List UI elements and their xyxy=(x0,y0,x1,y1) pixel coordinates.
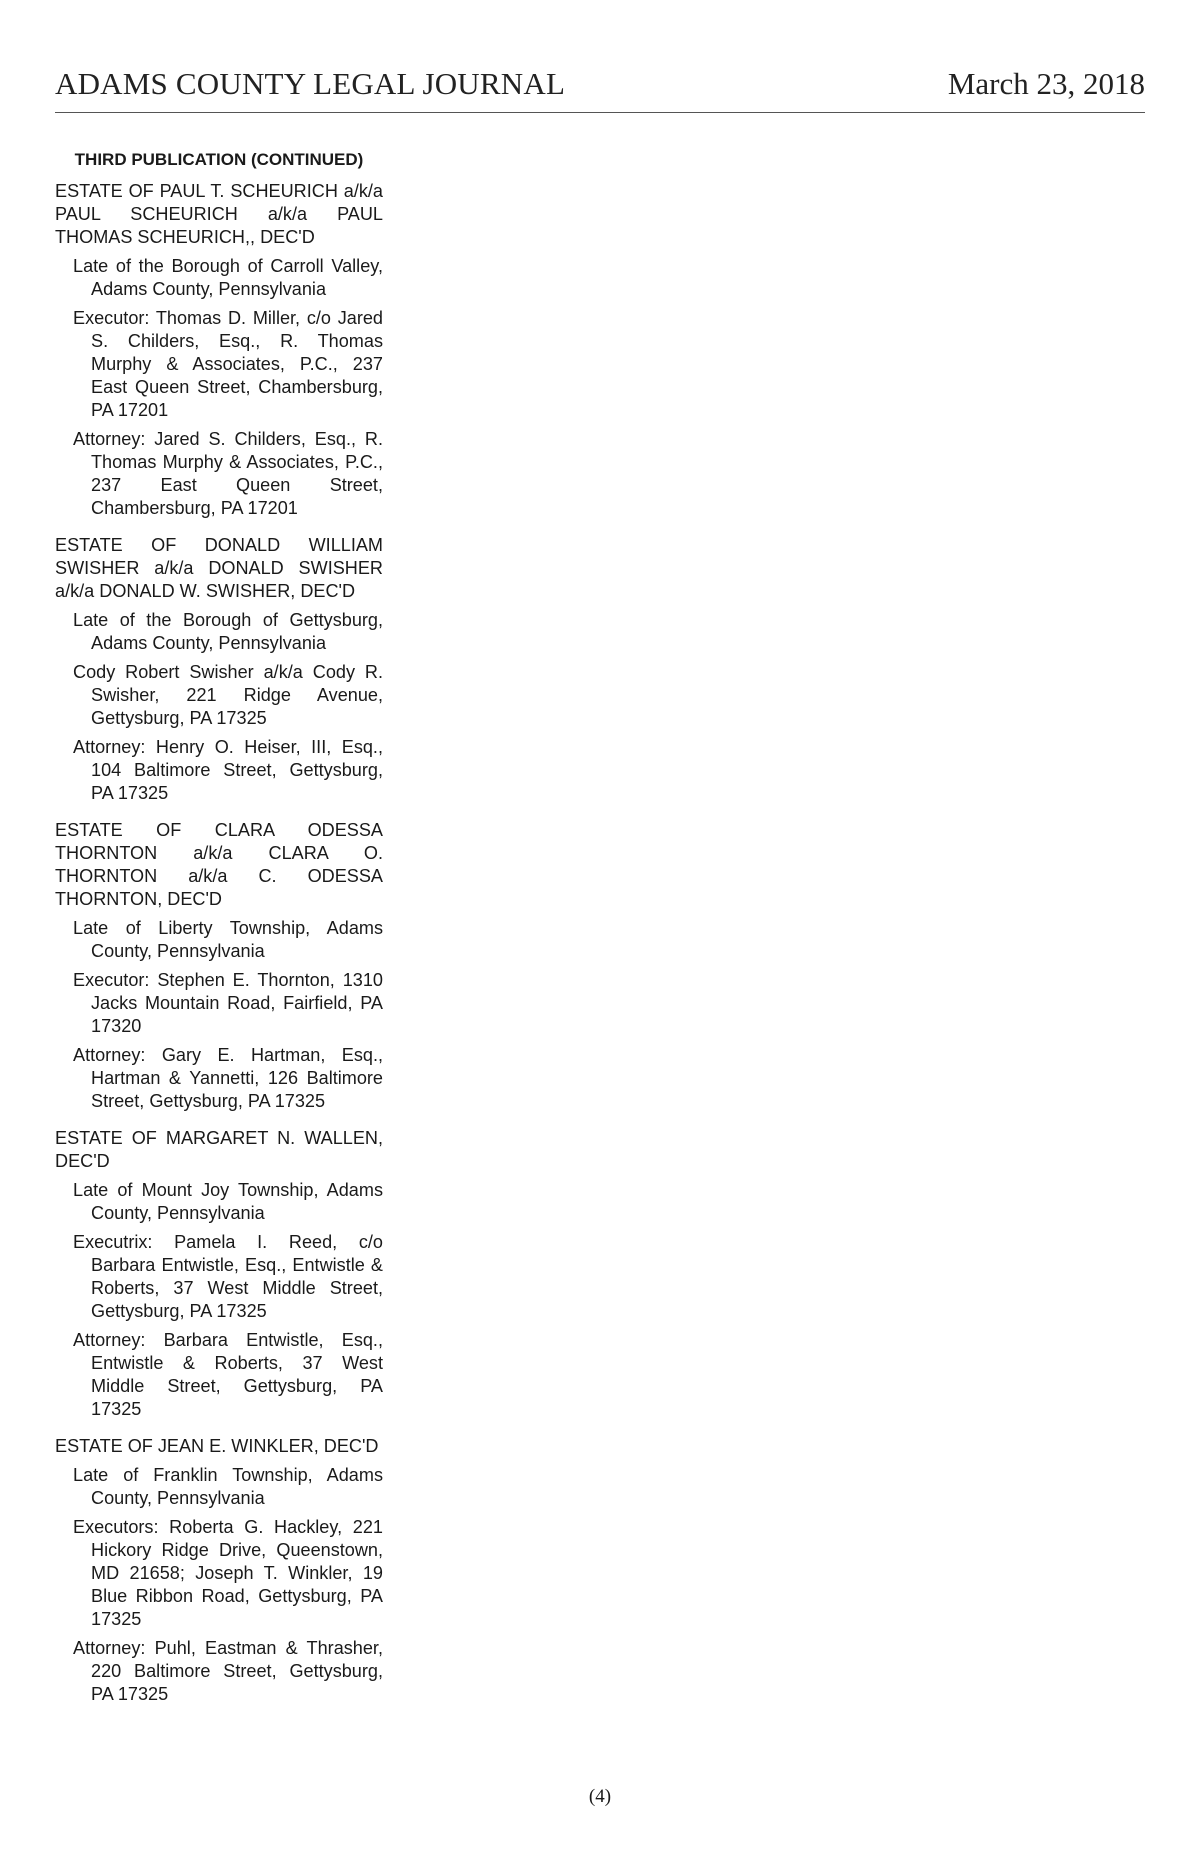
late-of: Late of the Borough of Carroll Valley, Adams County, Pennsylvania xyxy=(73,256,383,299)
estate-notice xyxy=(55,1435,383,1706)
section-heading: THIRD PUBLICATION (CONTINUED) xyxy=(74,150,364,169)
attorney: Attorney: Puhl, Eastman & Thrasher, 220 Baltimore Street, Gettysburg, PA 17325 xyxy=(73,1638,383,1704)
estate-notice xyxy=(55,1127,383,1421)
estate-name: ESTATE OF PAUL T. SCHEURICH a/k/a PAUL SCHEURICH a/k/a PAUL THOMAS SCHEURICH,, DEC'D xyxy=(55,181,383,247)
journal-title: ADAMS COUNTY LEGAL JOURNAL xyxy=(55,66,566,101)
estate-name: ESTATE OF JEAN E. WINKLER, DEC'D xyxy=(55,1436,379,1456)
personal-representative: Executors: Roberta G. Hackley, 221 Hickory Ridge Drive, Queenstown, MD 21658; Joseph T. Winkler, 19 Blue Ribbon Road, Gettysburg, PA 17325 xyxy=(73,1517,383,1629)
issue-date: March 23, 2018 xyxy=(947,66,1145,101)
late-of: Late of Liberty Township, Adams County, Pennsylvania xyxy=(73,918,383,961)
estate-notice xyxy=(55,180,383,520)
late-of: Late of the Borough of Gettysburg, Adams County, Pennsylvania xyxy=(73,610,383,653)
attorney: Attorney: Barbara Entwistle, Esq., Entwistle & Roberts, 37 West Middle Street, Gettysburg, PA 17325 xyxy=(73,1330,383,1419)
page-number: (4) xyxy=(588,1786,612,1807)
late-of: Late of Franklin Township, Adams County, Pennsylvania xyxy=(73,1465,383,1508)
estate-name: ESTATE OF CLARA ODESSA THORNTON a/k/a CLARA O. THORNTON a/k/a C. ODESSA THORNTON, DEC'D xyxy=(55,820,383,909)
attorney: Attorney: Jared S. Childers, Esq., R. Thomas Murphy & Associates, P.C., 237 East Queen Street, Chambersburg, PA 17201 xyxy=(73,429,383,518)
estate-notice xyxy=(55,534,383,805)
personal-representative: Executor: Thomas D. Miller, c/o Jared S. Childers, Esq., R. Thomas Murphy & Associates, P.C., 237 East Queen Street, Chambersburg, PA 17201 xyxy=(73,308,383,420)
attorney: Attorney: Henry O. Heiser, III, Esq., 104 Baltimore Street, Gettysburg, PA 17325 xyxy=(73,737,383,803)
estate-name: ESTATE OF DONALD WILLIAM SWISHER a/k/a DONALD SWISHER a/k/a DONALD W. SWISHER, DEC'D xyxy=(55,535,383,601)
notice-column xyxy=(55,148,383,1720)
estate-notice xyxy=(55,819,383,1113)
personal-representative: Executor: Stephen E. Thornton, 1310 Jacks Mountain Road, Fairfield, PA 17320 xyxy=(73,970,383,1036)
personal-representative: Executrix: Pamela I. Reed, c/o Barbara Entwistle, Esq., Entwistle & Roberts, 37 West Middle Street, Gettysburg, PA 17325 xyxy=(73,1232,383,1321)
personal-representative: Cody Robert Swisher a/k/a Cody R. Swisher, 221 Ridge Avenue, Gettysburg, PA 17325 xyxy=(73,662,383,728)
late-of: Late of Mount Joy Township, Adams County, Pennsylvania xyxy=(73,1180,383,1223)
estate-name: ESTATE OF MARGARET N. WALLEN, DEC'D xyxy=(55,1128,383,1171)
attorney: Attorney: Gary E. Hartman, Esq., Hartman & Yannetti, 126 Baltimore Street, Gettysburg, PA 17325 xyxy=(73,1045,383,1111)
page-header xyxy=(55,62,1145,113)
